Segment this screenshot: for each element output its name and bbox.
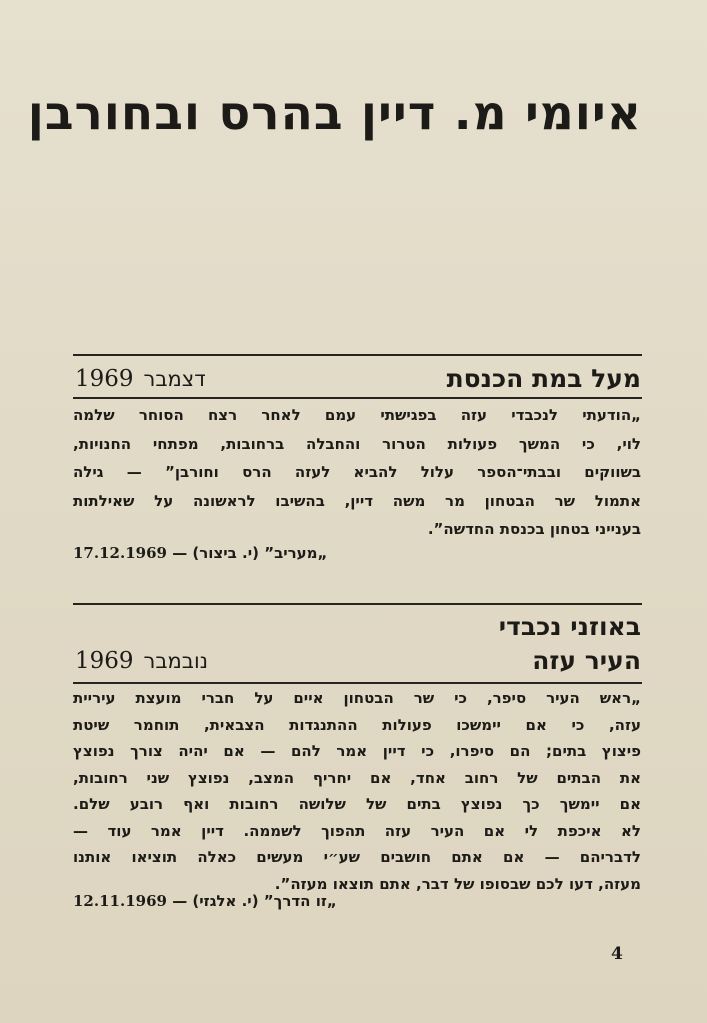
section-heading-rule (73, 397, 642, 399)
quote-source (73, 544, 327, 562)
source-name: „זו הדרך” (י. אלגזי) — (172, 892, 337, 910)
source-date: 17.12.1969 (73, 544, 167, 562)
section-top-rule (73, 603, 642, 605)
section-date (75, 366, 206, 392)
quote-line: מעזה, דעו לכם שבסופו של דבר, אתם תוצאו מעזה”. (274, 874, 641, 893)
quote-line: אתמול שר הבטחון מר משה דיין, בהשיבו לראשונה על שאילתות (73, 491, 641, 510)
quote-paragraph (73, 401, 641, 544)
section-date (75, 648, 208, 674)
page-number: 4 (611, 944, 623, 964)
quote-line: לדבריהם — אם אתם חושבים שע״י מעשים כאלה תוציאו אותנו (73, 848, 641, 866)
section-heading: באוזני נכבדי (498, 612, 641, 641)
section-heading-line2: העיר עזה (532, 646, 641, 675)
page-title: איומי מ. דיין בהרס ובחורבן (27, 86, 642, 141)
quote-line: „הודעתי לנכבדי עזה בפגישתי עמם לאחר רצח הסוחר שלמה (73, 406, 641, 424)
date-year: 1969 (75, 648, 134, 674)
date-year: 1969 (75, 366, 134, 392)
source-date: 12.11.1969 (73, 892, 167, 910)
quote-line: „ראש העיר סיפר, כי שר הבטחון איים על חברי מועצת עיריית (73, 689, 641, 707)
quote-line: אם יימשך כך נפוצץ בתים של שלושה רחובות ואף רובע שלם. (73, 795, 641, 813)
quote-line: את הבתים של רחוב אחד, אם יחריף המצב, נפוצץ שני רחובות, (73, 768, 641, 787)
quote-line: בשווקים ובבתי־הספר עלול להביא לעזה הרס וחורבן” — גילה (73, 463, 641, 481)
quote-line: לוי, כי המשך פעולות הטרור והחבלה ברחובות, מפתחי החנויות, (73, 434, 641, 453)
quote-line: בענייני בטחון בכנסת החדשה”. (427, 520, 641, 538)
date-month: דצמבר (143, 367, 206, 391)
quote-source (73, 892, 337, 910)
quote-line: פיצוץ בתים; הם סיפרו, כי דיין אמר להם — אם יהיה צורך נפוצץ (73, 742, 641, 760)
source-name: „מעריב” (י. ביצור) — (172, 544, 328, 562)
quote-paragraph (73, 685, 641, 897)
quote-line: לא איכפת לי אם העיר עזה תהפוך לשממה. דיין אמר עוד — (73, 821, 641, 840)
date-month: נובמבר (143, 649, 209, 673)
quote-line: עזה, כי אם יימשכו פעולות ההתנגדות הצבאית, תוחמר שיטת (73, 715, 641, 734)
section-heading: מעל במת הכנסת (446, 364, 641, 393)
section-top-rule (73, 354, 642, 356)
section-heading-rule (73, 682, 642, 684)
